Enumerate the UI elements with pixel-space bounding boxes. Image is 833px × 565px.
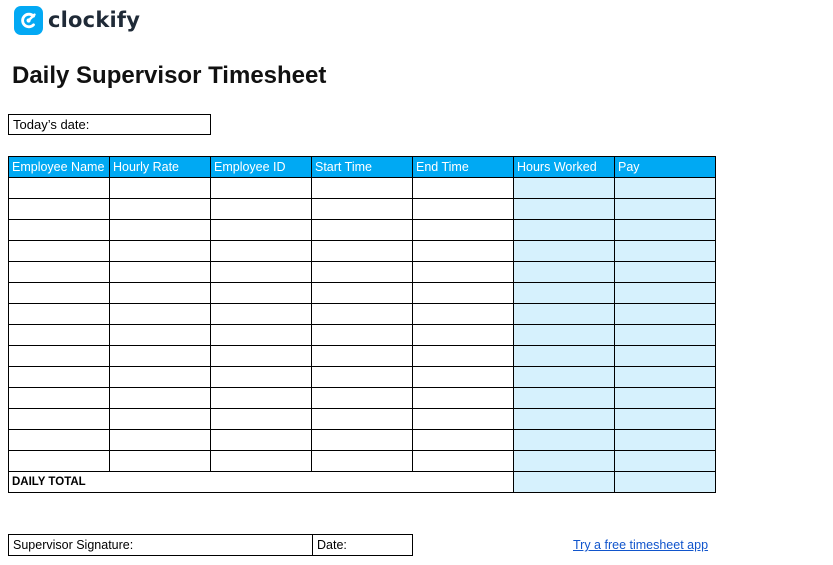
pay-cell[interactable]	[615, 388, 716, 409]
column-header-pay: Pay	[615, 157, 716, 178]
hourly-rate-cell[interactable]	[110, 304, 211, 325]
hours-worked-cell[interactable]	[514, 220, 615, 241]
employee-name-cell[interactable]	[9, 241, 110, 262]
hours-worked-cell[interactable]	[514, 388, 615, 409]
end-time-cell[interactable]	[413, 388, 514, 409]
employee-id-cell[interactable]	[211, 409, 312, 430]
table-header-row	[9, 157, 716, 178]
table-row	[9, 325, 716, 346]
employee-name-cell[interactable]	[9, 199, 110, 220]
hours-worked-cell[interactable]	[514, 325, 615, 346]
column-header-start-time: Start Time	[312, 157, 413, 178]
pay-cell[interactable]	[615, 430, 716, 451]
pay-cell[interactable]	[615, 409, 716, 430]
hours-worked-cell[interactable]	[514, 346, 615, 367]
employee-id-cell[interactable]	[211, 325, 312, 346]
pay-cell[interactable]	[615, 220, 716, 241]
start-time-cell[interactable]	[312, 430, 413, 451]
start-time-cell[interactable]	[312, 304, 413, 325]
hours-worked-cell[interactable]	[514, 451, 615, 472]
hourly-rate-cell[interactable]	[110, 199, 211, 220]
start-time-cell[interactable]	[312, 409, 413, 430]
column-header-end-time: End Time	[413, 157, 514, 178]
hours-worked-cell[interactable]	[514, 304, 615, 325]
total-hours-cell[interactable]	[514, 472, 615, 493]
hourly-rate-cell[interactable]	[110, 409, 211, 430]
table-row	[9, 409, 716, 430]
start-time-cell[interactable]	[312, 367, 413, 388]
employee-name-cell[interactable]	[9, 388, 110, 409]
todays-date-label: Today’s date:	[13, 117, 90, 132]
hourly-rate-cell[interactable]	[110, 367, 211, 388]
table-row	[9, 388, 716, 409]
employee-id-cell[interactable]	[211, 241, 312, 262]
employee-name-cell[interactable]	[9, 283, 110, 304]
hourly-rate-cell[interactable]	[110, 241, 211, 262]
end-time-cell[interactable]	[413, 283, 514, 304]
hourly-rate-cell[interactable]	[110, 451, 211, 472]
hours-worked-cell[interactable]	[514, 262, 615, 283]
brand-name: clockify	[48, 8, 141, 32]
pay-cell[interactable]	[615, 451, 716, 472]
hourly-rate-cell[interactable]	[110, 388, 211, 409]
hours-worked-cell[interactable]	[514, 409, 615, 430]
hours-worked-cell[interactable]	[514, 367, 615, 388]
table-row	[9, 304, 716, 325]
supervisor-signature-label: Supervisor Signature:	[13, 538, 134, 552]
start-time-cell[interactable]	[312, 325, 413, 346]
employee-name-cell[interactable]	[9, 325, 110, 346]
start-time-cell[interactable]	[312, 241, 413, 262]
end-time-cell[interactable]	[413, 325, 514, 346]
start-time-cell[interactable]	[312, 178, 413, 199]
total-pay-cell[interactable]	[615, 472, 716, 493]
daily-total-row	[9, 472, 716, 493]
end-time-cell[interactable]	[413, 367, 514, 388]
end-time-cell[interactable]	[413, 451, 514, 472]
pay-cell[interactable]	[615, 199, 716, 220]
employee-id-cell[interactable]	[211, 220, 312, 241]
table-row	[9, 241, 716, 262]
start-time-cell[interactable]	[312, 346, 413, 367]
pay-cell[interactable]	[615, 325, 716, 346]
employee-id-cell[interactable]	[211, 346, 312, 367]
start-time-cell[interactable]	[312, 199, 413, 220]
timesheet-body	[9, 178, 716, 472]
clockify-logo	[14, 5, 140, 35]
employee-name-cell[interactable]	[9, 409, 110, 430]
employee-name-cell[interactable]	[9, 430, 110, 451]
table-row	[9, 220, 716, 241]
clockify-logo-icon	[14, 6, 43, 35]
start-time-cell[interactable]	[312, 262, 413, 283]
hours-worked-cell[interactable]	[514, 283, 615, 304]
employee-id-cell[interactable]	[211, 304, 312, 325]
hours-worked-cell[interactable]	[514, 430, 615, 451]
hours-worked-cell[interactable]	[514, 241, 615, 262]
employee-name-cell[interactable]	[9, 220, 110, 241]
end-time-cell[interactable]	[413, 178, 514, 199]
table-row	[9, 367, 716, 388]
start-time-cell[interactable]	[312, 388, 413, 409]
table-row	[9, 430, 716, 451]
employee-name-cell[interactable]	[9, 304, 110, 325]
pay-cell[interactable]	[615, 178, 716, 199]
pay-cell[interactable]	[615, 304, 716, 325]
employee-id-cell[interactable]	[211, 199, 312, 220]
start-time-cell[interactable]	[312, 220, 413, 241]
pay-cell[interactable]	[615, 262, 716, 283]
table-row	[9, 178, 716, 199]
employee-id-cell[interactable]	[211, 283, 312, 304]
pay-cell[interactable]	[615, 367, 716, 388]
end-time-cell[interactable]	[413, 220, 514, 241]
end-time-cell[interactable]	[413, 241, 514, 262]
hourly-rate-cell[interactable]	[110, 283, 211, 304]
employee-id-cell[interactable]	[211, 262, 312, 283]
pay-cell[interactable]	[615, 346, 716, 367]
page-title: Daily Supervisor Timesheet	[12, 62, 327, 89]
pay-cell[interactable]	[615, 241, 716, 262]
hourly-rate-cell[interactable]	[110, 430, 211, 451]
employee-id-cell[interactable]	[211, 430, 312, 451]
employee-id-cell[interactable]	[211, 388, 312, 409]
signature-date-label: Date:	[317, 538, 347, 552]
employee-name-cell[interactable]	[9, 178, 110, 199]
employee-name-cell[interactable]	[9, 346, 110, 367]
employee-name-cell[interactable]	[9, 451, 110, 472]
hourly-rate-cell[interactable]	[110, 178, 211, 199]
end-time-cell[interactable]	[413, 304, 514, 325]
start-time-cell[interactable]	[312, 283, 413, 304]
end-time-cell[interactable]	[413, 409, 514, 430]
end-time-cell[interactable]	[413, 346, 514, 367]
daily-total-label: DAILY TOTAL	[9, 472, 514, 493]
column-header-employee-name: Employee Name	[9, 157, 110, 178]
table-row	[9, 262, 716, 283]
column-header-hourly-rate: Hourly Rate	[110, 157, 211, 178]
table-row	[9, 451, 716, 472]
table-row	[9, 199, 716, 220]
start-time-cell[interactable]	[312, 451, 413, 472]
hours-worked-cell[interactable]	[514, 199, 615, 220]
signature-row	[8, 534, 413, 556]
column-header-employee-id: Employee ID	[211, 157, 312, 178]
table-row	[9, 346, 716, 367]
table-row	[9, 283, 716, 304]
supervisor-signature-field[interactable]	[9, 535, 313, 555]
column-header-hours-worked: Hours Worked	[514, 157, 615, 178]
employee-id-cell[interactable]	[211, 451, 312, 472]
hourly-rate-cell[interactable]	[110, 220, 211, 241]
free-timesheet-app-link[interactable]: Try a free timesheet app	[573, 538, 709, 552]
employee-id-cell[interactable]	[211, 367, 312, 388]
employee-id-cell[interactable]	[211, 178, 312, 199]
pay-cell[interactable]	[615, 283, 716, 304]
employee-name-cell[interactable]	[9, 262, 110, 283]
end-time-cell[interactable]	[413, 430, 514, 451]
hourly-rate-cell[interactable]	[110, 346, 211, 367]
end-time-cell[interactable]	[413, 199, 514, 220]
employee-name-cell[interactable]	[9, 367, 110, 388]
end-time-cell[interactable]	[413, 262, 514, 283]
timesheet-table	[8, 156, 716, 493]
hourly-rate-cell[interactable]	[110, 325, 211, 346]
hourly-rate-cell[interactable]	[110, 262, 211, 283]
todays-date-field[interactable]	[8, 114, 211, 135]
hours-worked-cell[interactable]	[514, 178, 615, 199]
signature-date-field[interactable]	[313, 535, 412, 555]
